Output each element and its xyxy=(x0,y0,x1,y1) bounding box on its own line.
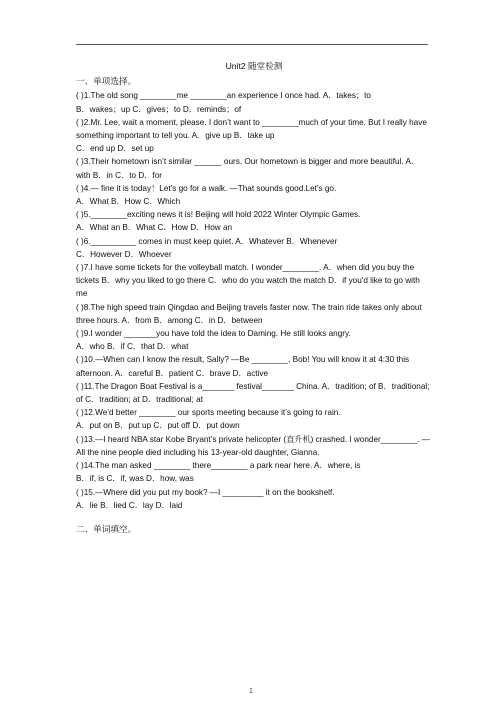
question-14-options: B．if, is C．if, was D．how, was xyxy=(76,474,194,484)
question-9: ( )9.I wonder _______you have told the idea to Daming. He still looks angry. xyxy=(76,329,351,339)
question-15: ( )15.—Where did you put my book? —I _________ it on the bookshelf. xyxy=(76,487,335,497)
question-4: ( )4.— fine it is today！Let's go for a walk. —That sounds good.Let's go. xyxy=(76,183,337,193)
question-11: ( )11.The Dragon Boat Festival is a_______ festival_______ China. A．tradition; of B．traditional; of C．tradition; at D．traditional; at xyxy=(76,381,430,405)
question-list xyxy=(76,89,432,512)
question-2-options: C．end up D．set up xyxy=(76,144,154,154)
question-6-options: C．However D．Whoever xyxy=(76,249,172,259)
question-5-options: A．What an B．What C．How D．How an xyxy=(76,223,233,233)
question-13: ( )13.—I heard NBA star Kobe Bryant’s private helicopter (直升机) crashed. I wonder________. —All the nine people died including his 13-year-old daughter, Gianna. xyxy=(76,434,430,457)
question-3: ( )3.Their hometown isn’t similar ______ ours. Our hometown is bigger and more beautiful. A．with B．in C．to D．for xyxy=(76,157,420,180)
question-10: ( )10.—When can I know the result, Sally? —Be ________, Bob! You will know it at 4:30 this afternoon. A．careful B．patient C．brave D．active xyxy=(76,355,410,378)
question-8: ( )8.The high speed train Qingdao and Beijing travels faster now. The train ride takes only about three hours. A．from B．among C．in D．between xyxy=(76,302,422,325)
document-body xyxy=(76,60,432,537)
question-9-options: A．who B．if C．that D．what xyxy=(76,342,189,352)
section-heading-multiple-choice: 一、单项选择。 xyxy=(76,77,137,88)
question-14: ( )14.The man asked ________ there________ a park near here. A．where, is xyxy=(76,461,361,471)
question-12-options: A．put on B．put up C．put off D．put down xyxy=(76,421,240,431)
section-heading-word-fill: 二、单词填空。 xyxy=(76,524,137,535)
question-1-options: B．wakes；up C．gives；to D．reminds；of xyxy=(76,104,242,114)
section-spacer xyxy=(76,512,432,524)
document-title: Unit2 随堂检测 xyxy=(225,61,283,71)
question-15-options: A．lie B．lied C．lay D．laid xyxy=(76,500,183,510)
page-number: 1 xyxy=(249,688,253,695)
question-5: ( )5.________exciting news it is! Beijing will hold 2022 Winter Olympic Games. xyxy=(76,210,361,220)
question-12: ( )12.We’d better ________ our sports meeting because it’s going to rain. xyxy=(76,408,341,418)
question-6: ( )6.__________ comes in must keep quiet. A．Whatever B．Whenever xyxy=(76,236,338,246)
header-rule xyxy=(76,44,428,45)
question-4-options: A．What B．How C．Which xyxy=(76,197,181,207)
question-1: ( )1.The old song ________me ________an experience I once had. A．takes；to xyxy=(76,91,371,101)
question-7: ( )7.I have some tickets for the volleyball match. I wonder________. A．when did you buy the tickets B．why you liked to go there C．who do you watch the match D．if you'd like to go with me xyxy=(76,263,420,299)
question-2: ( )2.Mr. Lee, wait a moment, please. I don’t want to ________much of your time. But I really have something important to tell you. A．give up B．take up xyxy=(76,117,427,141)
